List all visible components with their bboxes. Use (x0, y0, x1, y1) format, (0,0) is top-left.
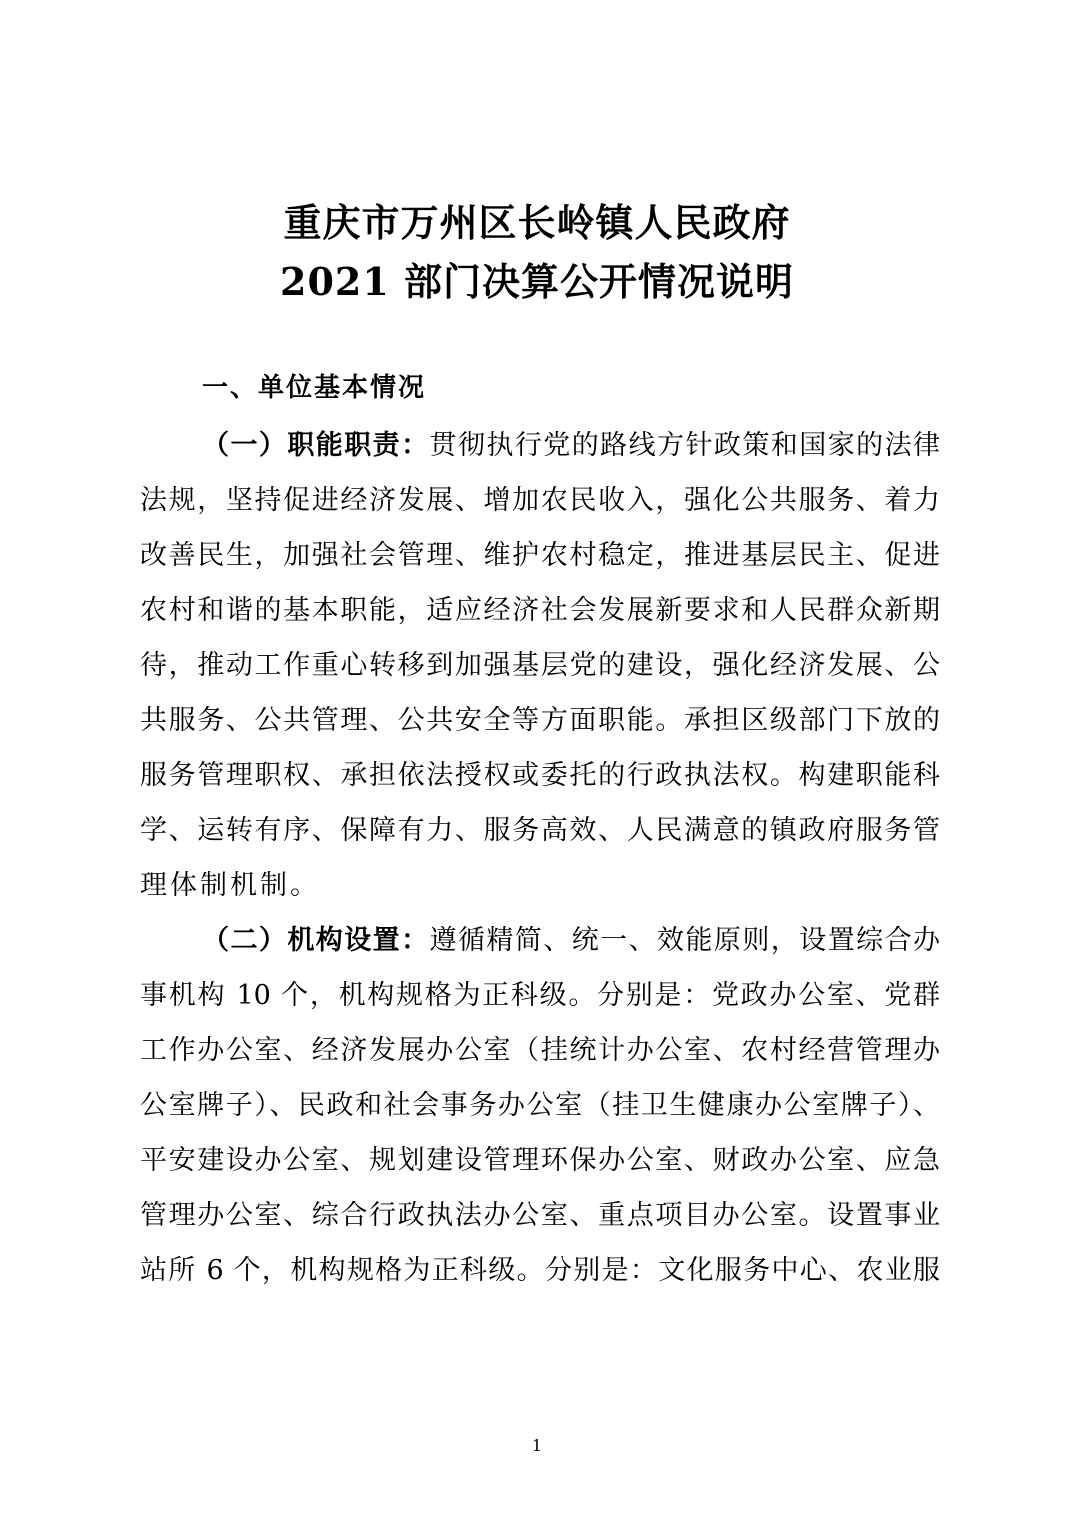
paragraph-1-line-3: 改善民生，加强社会管理、维护农村稳定，推进基层民主、促进 (140, 540, 940, 571)
paragraph-2-line-4: 公室牌子）、民政和社会事务办公室（挂卫生健康办公室牌子）、 (140, 1090, 940, 1121)
paragraph-2-line-2: 事机构 10 个，机构规格为正科级。分别是：党政办公室、党群 (140, 980, 940, 1011)
section-heading-basic-info: 一、单位基本情况 (202, 373, 427, 403)
paragraph-1-line-2: 法规，坚持促进经济发展、增加农民收入，强化公共服务、着力 (140, 485, 940, 516)
paragraph-2-line-5: 平安建设办公室、规划建设管理环保办公室、财政办公室、应急 (140, 1145, 940, 1176)
paragraph-1-line-9: 理体制机制。 (140, 870, 320, 901)
page-number: 1 (531, 1436, 543, 1455)
paragraph-1-first-line-text: 贯彻执行党的路线方针政策和国家的法律 (429, 430, 941, 461)
paragraph-1-line-4: 农村和谐的基本职能，适应经济社会发展新要求和人民群众新期 (140, 595, 940, 626)
paragraph-1-line-5: 待，推动工作重心转移到加强基层党的建设，强化经济发展、公 (140, 650, 940, 681)
paragraph-2-line-7: 站所 6 个，机构规格为正科级。分别是：文化服务中心、农业服 (140, 1255, 940, 1286)
paragraph-1-line-8: 学、运转有序、保障有力、服务高效、人民满意的镇政府服务管 (140, 815, 940, 846)
paragraph-1-lead: （一）职能职责： (202, 430, 430, 461)
paragraph-1-line-1 (202, 428, 940, 464)
paragraph-1-line-6: 共服务、公共管理、公共安全等方面职能。承担区级部门下放的 (140, 705, 940, 736)
document-title-line-1: 重庆市万州区长岭镇人民政府 (283, 200, 791, 245)
paragraph-2-first-line-text: 遵循精简、统一、效能原则，设置综合办 (429, 925, 941, 956)
paragraph-2-line-3: 工作办公室、经济发展办公室（挂统计办公室、农村经营管理办 (140, 1035, 940, 1066)
document-title-line-2: 2021 部门决算公开情况说明 (280, 259, 794, 304)
paragraph-1-line-7: 服务管理职权、承担依法授权或委托的行政执法权。构建职能科 (140, 760, 940, 791)
paragraph-2-lead: （二）机构设置： (202, 925, 430, 956)
paragraph-2-line-1 (202, 923, 940, 959)
paragraph-2-line-6: 管理办公室、综合行政执法办公室、重点项目办公室。设置事业 (140, 1200, 940, 1231)
